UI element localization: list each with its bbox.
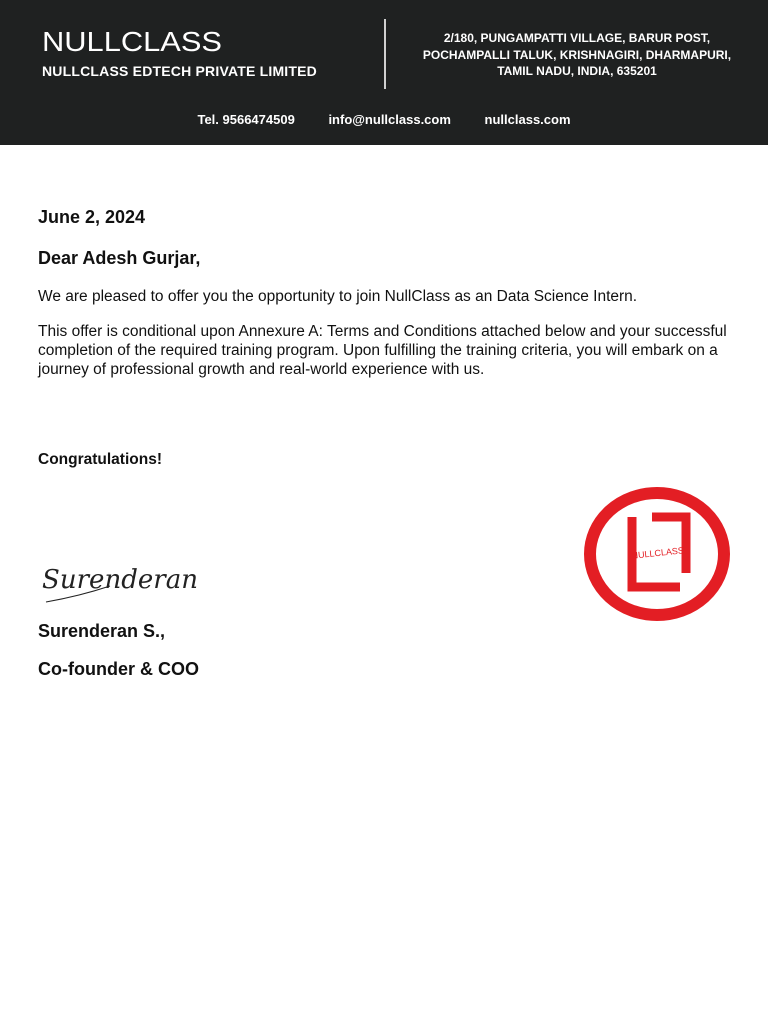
salutation: Dear Adesh Gurjar,: [38, 248, 201, 268]
letter-date: June 2, 2024: [38, 207, 146, 227]
phone-number: Tel. 9566474509: [197, 112, 295, 127]
nullclass-logo: [42, 26, 222, 54]
contact-bar: [0, 112, 768, 127]
handwritten-signature: [40, 556, 210, 608]
signer-title: Co-founder & COO: [38, 659, 199, 679]
website: nullclass.com: [484, 112, 571, 127]
address-line: 2/180, PUNGAMPATTI VILLAGE, BARUR POST,: [443, 31, 711, 45]
email-address: info@nullclass.com: [328, 112, 451, 127]
offer-paragraph: We are pleased to offer you the opportunity to join NullClass as an Data Science Intern.: [38, 288, 638, 305]
address-line: POCHAMPALLI TALUK, KRISHNAGIRI, DHARMAPURI,: [422, 47, 732, 62]
closing-line: Congratulations!: [38, 451, 162, 468]
signer-name: Surenderan S.,: [38, 621, 166, 641]
conditions-paragraph: This offer is conditional upon Annexure A: Terms and Conditions attached below and your successful completion of the required training program. Upon fulfilling the training criteria, you will embark on a journey of professional growth and real-world experience with us.: [38, 323, 727, 378]
letterhead-header: [0, 0, 768, 145]
logo-text: NULLCLASS: [42, 26, 222, 54]
address-line: TAMIL NADU, INDIA, 635201: [497, 64, 657, 78]
company-stamp: [582, 484, 732, 624]
stamp-text: NULLCLASS: [631, 545, 685, 561]
header-divider: [384, 19, 386, 89]
company-name: NULLCLASS EDTECH PRIVATE LIMITED: [42, 63, 317, 79]
signature-text: Surenderan: [42, 565, 198, 595]
company-address: [402, 30, 752, 80]
